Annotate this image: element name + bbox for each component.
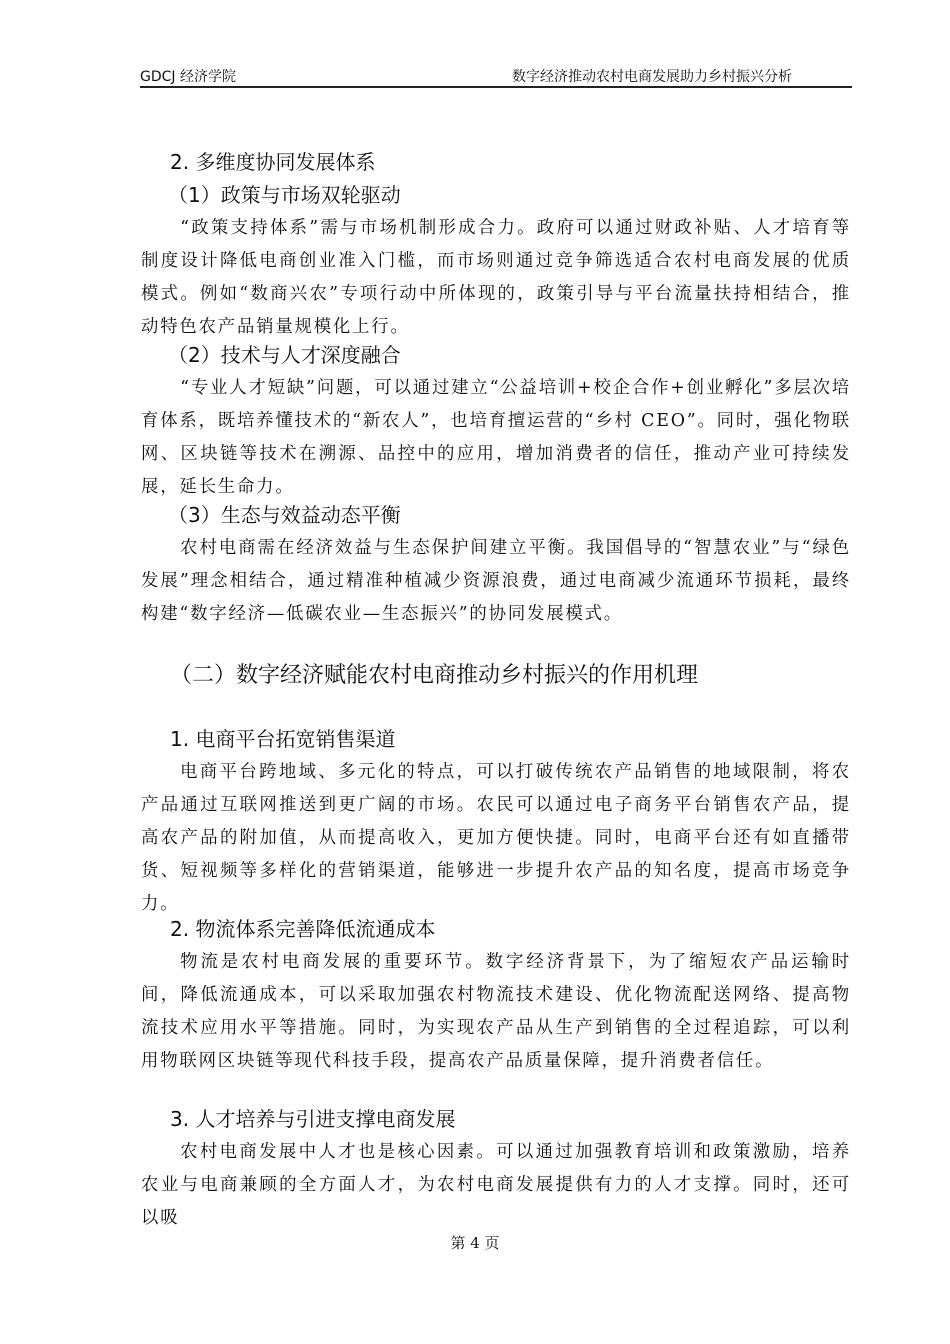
- section: [141, 723, 851, 921]
- section: [141, 913, 851, 1078]
- section: [141, 1103, 851, 1235]
- header-left: GDCJ 经济学院: [140, 69, 236, 85]
- subheading: 2. 多维度协同发展体系: [170, 150, 376, 174]
- paragraph: 电商平台跨地域、多元化的特点，可以打破传统农产品销售的地域限制，将农产品通过互联网推送到更广阔的市场。农民可以通过电子商务平台销售农产品，提高农产品的附加值，从而提高收入，更加方便快捷。同时，电商平台还有如直播带货、短视频等多样化的营销渠道，能够进一步提升农产品的知名度，提高市场竞争力。: [141, 762, 851, 914]
- subheading: 1. 电商平台拓宽销售渠道: [170, 727, 396, 751]
- paragraph: 物流是农村电商发展的重要环节。数字经济背景下，为了缩短农产品运输时间，降低流通成本，可以采取加强农村物流技术建设、优化物流配送网络、提高物流技术应用水平等措施。同时，为实现农产品从生产到销售的全过程追踪，可以利用物联网区块链等现代科技手段，提高农产品质量保障，提升消费者信任。: [141, 952, 851, 1071]
- paragraph: “政策支持体系”需与市场机制形成合力。政府可以通过财政补贴、人才培育等制度设计降低电商创业准入门槛，而市场则通过竞争筛选适合农村电商发展的优质模式。例如“数商兴农”专项行动中所体现的，政策引导与平台流量扶持相结合，推动特色农产品销量规模化上行。: [141, 218, 851, 337]
- header-rule: [140, 86, 852, 88]
- section: [141, 339, 851, 504]
- subheading: 2. 物流体系完善降低流通成本: [170, 917, 436, 941]
- paragraph: “专业人才短缺”问题，可以通过建立“公益培训+校企合作+创业孵化”多层次培育体系，既培养懂技术的“新农人”，也培育擅运营的“乡村 CEO”。同时，强化物联网、区块链等技术在溯源、品控中的应用，增加消费者的信任，推动产业可持续发展，延长生命力。: [141, 378, 851, 497]
- subheading: （2）技术与人才深度融合: [168, 343, 401, 367]
- section: [141, 499, 851, 631]
- subheading: （1）政策与市场双轮驱动: [168, 183, 401, 207]
- paragraph: 农村电商发展中人才也是核心因素。可以通过加强教育培训和政策激励，培养农业与电商兼顾的全方面人才，为农村电商发展提供有力的人才支撑。同时，还可以吸: [141, 1142, 851, 1228]
- page-number: 第 4 页: [450, 1234, 500, 1252]
- paragraph: 农村电商需在经济效益与生态保护间建立平衡。我国倡导的“智慧农业”与“绿色发展”理念相结合，通过精准种植减少资源浪费，通过电商减少流通环节损耗，最终构建“数字经济—低碳农业—生态振兴”的协同发展模式。: [141, 538, 851, 624]
- section-heading: （二）数字经济赋能农村电商推动乡村振兴的作用机理: [170, 663, 699, 688]
- header-right: 数字经济推动农村电商发展助力乡村振兴分析: [512, 69, 792, 85]
- subheading: （3）生态与效益动态平衡: [168, 503, 401, 527]
- section: [141, 179, 851, 344]
- subheading: 3. 人才培养与引进支撑电商发展: [170, 1107, 456, 1131]
